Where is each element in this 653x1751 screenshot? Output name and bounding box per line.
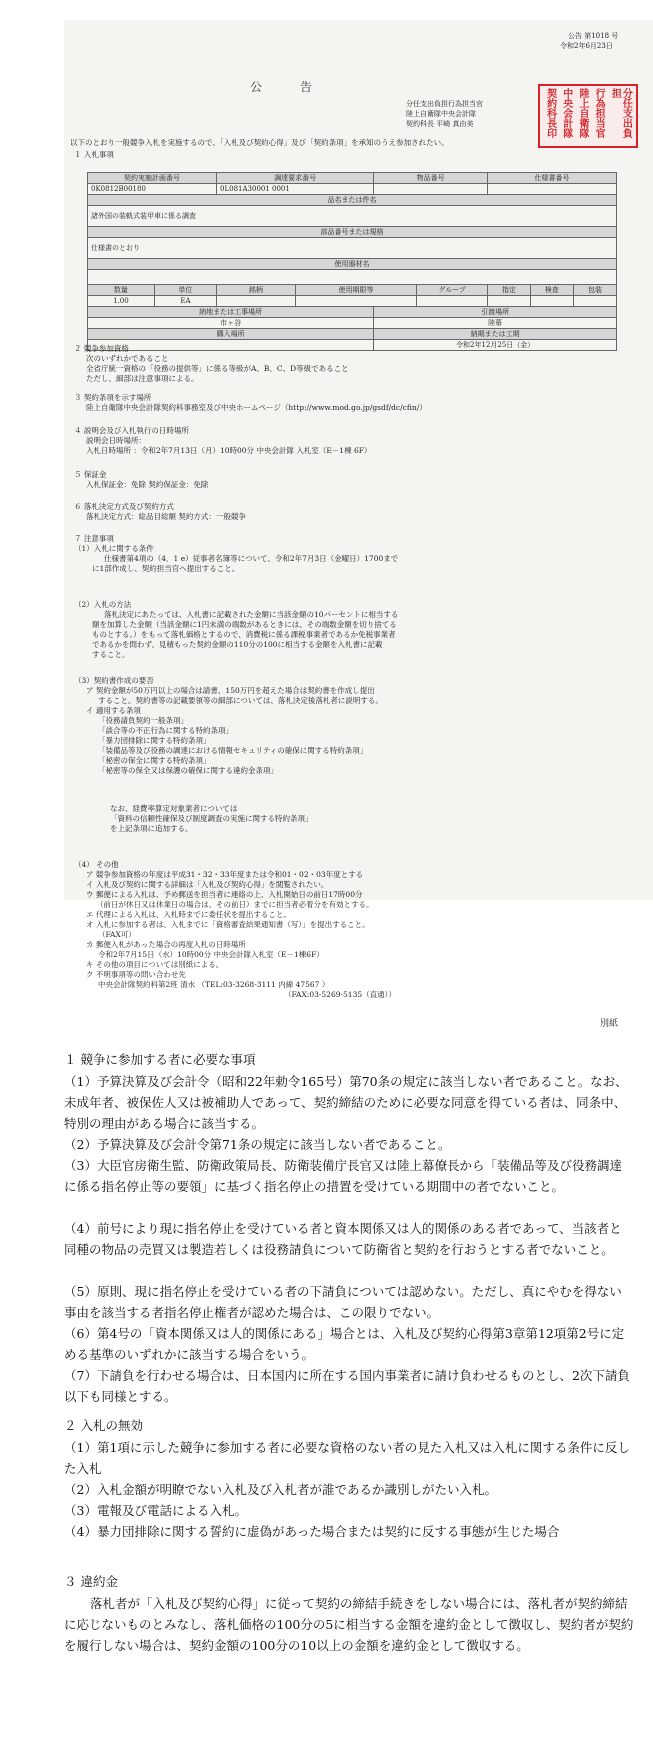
- annex-s1-item: （2）予算決算及び会計令第71条の規定に該当しない者であること。: [64, 1137, 451, 1152]
- note-line: なお、経費率算定対象業者については: [110, 804, 238, 813]
- hdr-deadline: 納期または工期: [374, 329, 617, 340]
- issuer-line-1: 分任支出負担行為担当官: [406, 100, 483, 108]
- hdr-unit: 単位: [154, 285, 216, 296]
- hdr-designate: 指定: [487, 285, 530, 296]
- section-7-2: [74, 600, 398, 660]
- section-7-line: に1部作成し、契約担当官へ提出すること。: [92, 564, 240, 573]
- annex-s1-item: （6）第4号の「資本関係又は人的関係にある」場合とは、入札及び契約心得第3章第12項第2号に定める基準のいずれかに該当する場合をいう。: [64, 1326, 625, 1362]
- val-qty: 1.00: [88, 296, 155, 307]
- val-inspect: [530, 296, 573, 307]
- section-7-3: [74, 676, 383, 776]
- seal-col-3: 陸上自衛隊: [576, 88, 588, 138]
- clause-item: 「役務請負契約一般条項」: [98, 716, 188, 725]
- section-2-line: 次のいずれかであること: [86, 354, 169, 363]
- sub-line: キ その他の項目については別紙による。: [86, 960, 224, 969]
- doc-date: 令和2年6月23日: [560, 42, 613, 50]
- section-6: [74, 502, 246, 522]
- annex-s3-text: 落札者が「入札及び契約心得」に従って契約の締結手続きをしない場合には、落札者が契約締結に応じないものとみなし、落札価格の100分の5に相当する金額を違約金として徴収し、契約者が契約を履行しない場合は、契約金額の100分の10以上の金額を違約金として徴収する。: [64, 1596, 634, 1653]
- section-4-line: 説明会日時場所：: [86, 436, 146, 445]
- section-4-line: 入札日時場所 ：令和2年7月13日（月）10時00分 中央会計隊 入札室（E－1棟 6F）: [86, 446, 372, 455]
- sub-heading: （2）入札の方法: [74, 600, 132, 609]
- val-unit: EA: [154, 296, 216, 307]
- sub-line: 落札決定にあたっては、入札書に記載された金額に当該金額の10パーセントに相当する: [104, 610, 399, 619]
- hdr-expiry: 使用期限等: [295, 285, 417, 296]
- page-title: 公告: [250, 80, 351, 94]
- section-2-line: 全省庁統一資格の「役務の提供等」に係る等級がA、B、C、D等級であること: [86, 364, 349, 373]
- annex-s1-heading: １ 競争に参加する者に必要な事項: [64, 1052, 256, 1067]
- sub-line: イ 適用する条項: [86, 706, 141, 715]
- val-delivery-site: 市ヶ谷: [88, 318, 374, 329]
- sub-heading: （4） その他: [74, 860, 119, 869]
- section-4-heading: ４ 説明会及び入札執行の日時場所: [74, 426, 189, 435]
- sub-line: ク 不明事項等の問い合わせ先: [86, 970, 186, 979]
- annex-s2-item: （2）入札金額が明瞭でない入札及び入札者が誰であるか識別しがたい入札。: [64, 1482, 497, 1497]
- annex-s2-item: （3）電報及び電話による入札。: [64, 1503, 247, 1518]
- doc-number: 公告 第1018 号: [568, 32, 619, 40]
- clause-item: 「装備品等及び役務の調達における情報セキュリティの確保に関する特約条項」: [98, 746, 368, 755]
- sub-line: ウ 郵便による入札は、予め郵送を担当者に連絡の上、入札開始日の前日17時00分: [86, 890, 363, 899]
- annex-s1-item: （3）大臣官房衛生監、防衛政策局長、防衛装備庁長官又は陸上幕僚長から「装備品等及び役務調達に係る指名停止等の要領」に基づく指名停止の措置を受けている期間中の者でないこと。: [64, 1158, 622, 1194]
- seal-col-5: 契約科長印: [544, 88, 556, 138]
- sub-line: ものとする。）をもって落札価格とするので、消費税に係る課税事業者であるか免税事業者: [92, 630, 396, 639]
- hdr-group: グループ: [417, 285, 488, 296]
- section-3-line: 陸上自衛隊中央会計隊契約科事務室及び中央ホームページ（http://www.mod.go.jp/gsdf/dc/cfin/）: [86, 403, 427, 412]
- section-4: [74, 426, 371, 456]
- hdr-qty: 数量: [88, 285, 155, 296]
- section-2-heading: ２ 競争参加資格: [74, 344, 129, 353]
- clause-item: 「談合等の不正行為に関する特約条項」: [98, 726, 233, 735]
- annex-s1-item: （1）予算決算及び会計令（昭和22年勅令165号）第70条の規定に該当しない者であること。なお、未成年者、被保佐人又は被補助人であって、契約締結のために必要な同意を得ている者は、同条中、特別の理由がある場合に該当する。: [64, 1074, 628, 1131]
- hdr-item-no: 物品番号: [374, 173, 488, 184]
- annex-label: 別紙: [600, 1019, 619, 1029]
- hdr-handover-site: 引渡場所: [374, 307, 617, 318]
- seal-col-1: 分任支出負担: [609, 88, 632, 138]
- val-deadline: 令和2年12月25日（金）: [374, 340, 617, 351]
- hdr-request-no: 調達要求番号: [217, 173, 374, 184]
- issuer-line-2: 陸上自衛隊中央会計隊: [406, 110, 476, 118]
- seal-col-2: 行為担当官: [593, 88, 605, 138]
- hdr-spec-no: 仕様書番号: [487, 173, 616, 184]
- hdr-delivery-site: 納地または工事場所: [88, 307, 374, 318]
- note-line: 「資料の信頼性確保及び制度調査の実施に関する特約条項」: [110, 814, 313, 823]
- item-table: [87, 172, 617, 351]
- section-7: [74, 534, 398, 574]
- sub-line: であるかを問わず、見積もった契約金額の110分の100に相当する金額を入札書に記載: [92, 640, 383, 649]
- annex-s2-item: （4）暴力団排除に関する誓約に虚偽があった場合または契約に反する事態が生じた場合: [64, 1524, 560, 1539]
- hdr-package: 包装: [573, 285, 616, 296]
- section-7-heading: ７ 注意事項: [74, 534, 114, 543]
- hdr-purchase-site: 購入場所: [88, 329, 374, 340]
- val-designate: [487, 296, 530, 307]
- section-2: [74, 344, 349, 384]
- section-6-heading: ６ 落札決定方式及び契約方式: [74, 502, 174, 511]
- val-plan-no: 0K0812B00180: [88, 184, 217, 195]
- sub-line: ア 契約金額が50万円以上の場合は請書、150万円を超えた場合は契約書を作成し提出: [86, 686, 375, 695]
- section-1-heading: １ 入札事項: [74, 150, 114, 159]
- sub-line: すること。契約書等の記載要領等の細部については、落札決定後落札者に説明する。: [98, 696, 383, 705]
- hdr-plan-no: 契約実施計画番号: [88, 173, 217, 184]
- annex-s3-heading: ３ 違約金: [64, 1574, 118, 1589]
- sub-line: 額を加算した金額（当該金額に1円未満の端数があるときには、その端数金額を切り捨てる: [92, 620, 397, 629]
- val-group: [417, 296, 488, 307]
- intro-text: 以下のとおり一般競争入札を実施するので、「入札及び契約心得」及び「契約条項」を承知のうえ参加されたい。: [70, 138, 449, 147]
- issuer-line-3: 契約科長 平崎 真由美: [406, 120, 474, 128]
- clause-item: 「暴力団排除に関する特約条項」: [98, 736, 211, 745]
- section-5-line: 入札保証金：免除 契約保証金：免除: [86, 480, 209, 489]
- sub-line: （前日が休日又は休業日の場合は、その前日）までに担当者必着分を有効とする。: [96, 900, 374, 909]
- section-3-heading: ３ 契約条項を示す場所: [74, 393, 152, 402]
- sub-line: （FAX可）: [98, 930, 136, 939]
- annex-s2-item: （1）第1項に示した競争に参加する者に必要な資格のない者の見た入札又は入札に関する条件に反した入札: [64, 1440, 630, 1476]
- val-request-no: 0L081A30001 0001: [217, 184, 374, 195]
- sub-line: 中央会計隊契約科第2班 清水 （TEL:03-3268-3111 内線 47567 ）: [98, 980, 330, 989]
- hdr-material: 使用器材名: [88, 259, 617, 270]
- section-3: [74, 393, 427, 413]
- section-2-line: ただし、細部は注意事項による。: [86, 374, 199, 383]
- sub-line: ア 競争参加資格の年度は平成31・32・33年度または令和01・02・03年度とする: [86, 870, 364, 879]
- section-5-heading: ５ 保証金: [74, 470, 107, 479]
- section-7-3-note: [110, 804, 313, 834]
- sub-line: エ 代理による入札は、入札時までに委任状を提出すること。: [86, 910, 291, 919]
- annex-s1-item: （4）前号により現に指名停止を受けている者と資本関係又は人的関係のある者であって、当該者と同種の物品の売買又は製造若しくは役務請負について防衛省と契約を行おうとする者でないこと。: [64, 1221, 622, 1257]
- sub-line: イ 入札及び契約に関する詳細は「入札及び契約心得」を閲覧されたい。: [86, 880, 329, 889]
- annex-s1-item: （5）原則、現に指名停止を受けている者の下請負については認めない。ただし、真にやむを得ない事由を該当する者指名停止権者が認めた場合は、この限りでない。: [64, 1284, 622, 1320]
- clause-item: 「秘密等の保全又は保護の確保に関する違約金条項」: [98, 766, 278, 775]
- val-spec-no: [487, 184, 616, 195]
- val-item-no: [374, 184, 488, 195]
- val-handover-site: 陸幕: [374, 318, 617, 329]
- annex-s1-item: （7）下請負を行わせる場合は、日本国内に所在する国内事業者に請け負わせるものとし、2次下請負以下も同様とする。: [64, 1368, 630, 1404]
- sub-heading: （3）契約書作成の要否: [74, 676, 154, 685]
- hdr-item-name: 品名または件名: [88, 195, 617, 206]
- official-seal-stamp: [538, 84, 638, 148]
- val-part-no: 仕様書のとおり: [88, 238, 617, 259]
- note-line: を上記条項に追加する。: [110, 824, 193, 833]
- val-expiry: [295, 296, 417, 307]
- section-6-line: 落札決定方式：総品目総額 契約方式：一般競争: [86, 512, 246, 521]
- val-item-name: 諸外国の装軌式装甲車に係る調査: [88, 206, 617, 227]
- section-7-4: [74, 860, 396, 1000]
- sub-line: オ 入札に参加する者は、入札までに「資格審査結果通知書（写）」を提出すること。: [86, 920, 370, 929]
- val-package: [573, 296, 616, 307]
- sub-line: カ 郵便入札があった場合の再度入札の日時場所: [86, 940, 246, 949]
- clause-item: 「秘密の保全に関する特約条項」: [98, 756, 211, 765]
- annex-s2-heading: ２ 入札の無効: [64, 1418, 143, 1433]
- sub-line: 令和2年7月15日（水）10時00分 中央会計隊入札室（E－1棟6F）: [98, 950, 324, 959]
- hdr-brand: 銘柄: [217, 285, 296, 296]
- sub-line: （FAX:03-5269-5135（直通））: [284, 990, 396, 999]
- section-7-sub-heading: （1）入札に関する条件: [74, 544, 154, 553]
- section-5: [74, 470, 208, 490]
- seal-col-4: 中央会計隊: [560, 88, 572, 138]
- val-material: [88, 270, 617, 285]
- val-brand: [217, 296, 296, 307]
- section-7-line: 仕様書第4項の（4．1 e）従事者名簿等について、令和2年7月3日（金曜日）1700まで: [104, 554, 399, 563]
- hdr-part-no: 部品番号または規格: [88, 227, 617, 238]
- hdr-inspect: 検査: [530, 285, 573, 296]
- sub-line: すること。: [92, 650, 130, 659]
